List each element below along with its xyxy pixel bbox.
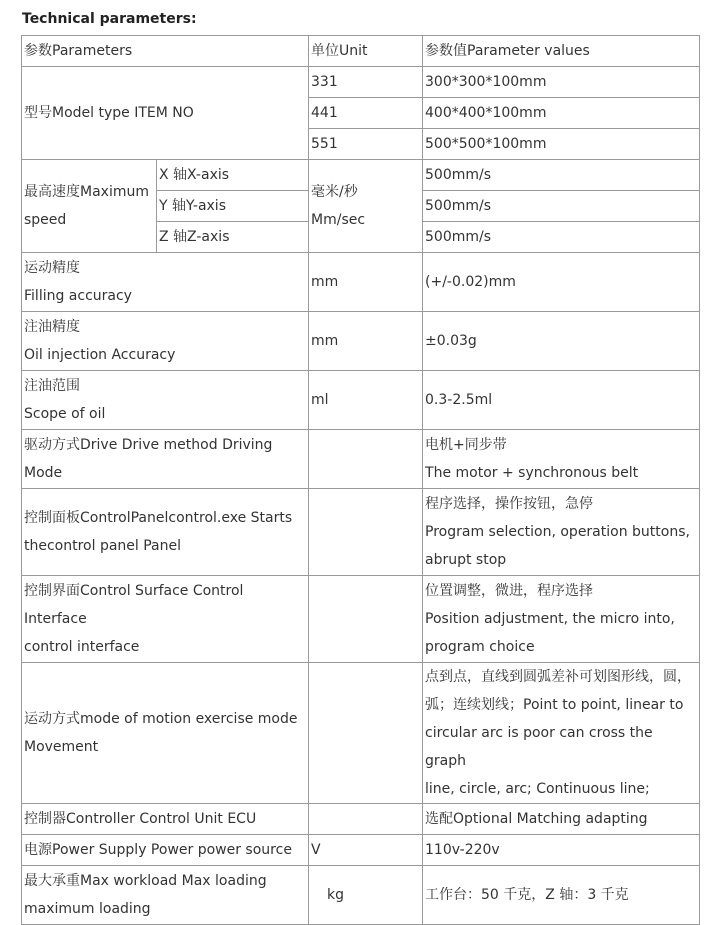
table-header-row <box>22 36 700 67</box>
table-row <box>22 160 700 191</box>
control-panel-label-line1: 控制面板ControlPanelcontrol.exe Starts <box>24 510 293 526</box>
controller-unit <box>309 804 423 835</box>
table-row <box>22 67 700 98</box>
oil-scope-unit: ml <box>309 371 423 430</box>
motion-value-line2: 弧；连续划线；Point to point, linear to <box>425 697 684 713</box>
power-unit: V <box>309 835 423 866</box>
control-panel-label <box>22 489 309 576</box>
accuracy-label-line1: 运动精度 <box>24 260 80 276</box>
control-panel-label-line2: thecontrol panel Panel <box>24 538 182 554</box>
header-parameters: 参数Parameters <box>22 36 309 67</box>
table-row <box>22 489 700 576</box>
control-panel-value-line2: Program selection, operation buttons, <box>425 524 690 540</box>
controller-value: 选配Optional Matching adapting <box>423 804 700 835</box>
power-value: 110v-220v <box>423 835 700 866</box>
drive-value-line1: 电机+同步带 <box>425 437 507 453</box>
controller-label: 控制器Controller Control Unit ECU <box>22 804 309 835</box>
model-unit-441: 441 <box>309 98 423 129</box>
table-row <box>22 804 700 835</box>
speed-label-line2: speed <box>24 212 67 228</box>
control-panel-value-line3: abrupt stop <box>425 552 507 568</box>
technical-parameters-table <box>21 35 700 925</box>
speed-label-line1: 最高速度Maximum <box>24 184 149 200</box>
drive-label: 驱动方式Drive Drive method Driving Mode <box>22 430 309 489</box>
control-panel-value <box>423 489 700 576</box>
control-interface-label-line2: control interface <box>24 639 140 655</box>
table-row <box>22 866 700 925</box>
control-interface-value-line1: 位置调整，微进，程序选择 <box>425 583 594 599</box>
oil-scope-value: 0.3-2.5ml <box>423 371 700 430</box>
control-interface-value-line2: Position adjustment, the micro into, <box>425 611 675 627</box>
drive-value <box>423 430 700 489</box>
model-value-551: 500*500*100mm <box>423 129 700 160</box>
accuracy-unit: mm <box>309 253 423 312</box>
speed-unit-line2: Mm/sec <box>311 212 366 228</box>
motion-label-line2: Movement <box>24 739 99 755</box>
model-value-331: 300*300*100mm <box>423 67 700 98</box>
drive-value-line2: The motor + synchronous belt <box>425 465 639 481</box>
speed-unit-line1: 毫米/秒 <box>311 184 358 200</box>
workload-value: 工作台：50 千克，Z 轴：3 千克 <box>423 866 700 925</box>
motion-value-line3: circular arc is poor can cross the graph <box>425 725 653 769</box>
motion-value-line4: line, circle, arc; Continuous line; <box>425 781 650 797</box>
axis-z-value: 500mm/s <box>423 222 700 253</box>
accuracy-label <box>22 253 309 312</box>
axis-x-value: 500mm/s <box>423 160 700 191</box>
accuracy-label-line2: Filling accuracy <box>24 288 132 304</box>
header-values: 参数值Parameter values <box>423 36 700 67</box>
oil-accuracy-label-line1: 注油精度 <box>24 319 80 335</box>
workload-unit: kg <box>309 866 423 925</box>
model-label: 型号Model type ITEM NO <box>22 67 309 160</box>
power-label: 电源Power Supply Power power source <box>22 835 309 866</box>
control-interface-value <box>423 576 700 663</box>
model-unit-551: 551 <box>309 129 423 160</box>
model-unit-331: 331 <box>309 67 423 98</box>
workload-label-line2: maximum loading <box>24 901 151 917</box>
table-row <box>22 663 700 804</box>
accuracy-value: (+/-0.02)mm <box>423 253 700 312</box>
section-title: Technical parameters: <box>22 11 197 27</box>
workload-label-line1: 最大承重Max workload Max loading <box>24 873 267 889</box>
oil-scope-label-line1: 注油范围 <box>24 378 80 394</box>
axis-z-label: Z 轴Z-axis <box>157 222 309 253</box>
drive-unit <box>309 430 423 489</box>
motion-label-line1: 运动方式mode of motion exercise mode <box>24 711 298 727</box>
control-interface-label <box>22 576 309 663</box>
control-interface-value-line3: program choice <box>425 639 535 655</box>
workload-label <box>22 866 309 925</box>
control-panel-value-line1: 程序选择，操作按钮，急停 <box>425 496 594 512</box>
table-row <box>22 371 700 430</box>
motion-value-line1: 点到点，直线到圆弧差补可划图形线，圆， <box>425 669 692 685</box>
header-unit: 单位Unit <box>309 36 423 67</box>
table-row <box>22 253 700 312</box>
table-row <box>22 576 700 663</box>
axis-x-label: X 轴X-axis <box>157 160 309 191</box>
table-row <box>22 835 700 866</box>
oil-accuracy-label-line2: Oil injection Accuracy <box>24 347 176 363</box>
model-value-441: 400*400*100mm <box>423 98 700 129</box>
oil-scope-label-line2: Scope of oil <box>24 406 106 422</box>
oil-scope-label <box>22 371 309 430</box>
motion-label <box>22 663 309 804</box>
control-interface-unit <box>309 576 423 663</box>
speed-unit <box>309 160 423 253</box>
table-row <box>22 430 700 489</box>
motion-unit <box>309 663 423 804</box>
motion-value <box>423 663 700 804</box>
axis-y-value: 500mm/s <box>423 191 700 222</box>
oil-accuracy-label <box>22 312 309 371</box>
control-panel-unit <box>309 489 423 576</box>
axis-y-label: Y 轴Y-axis <box>157 191 309 222</box>
oil-accuracy-unit: mm <box>309 312 423 371</box>
table-row <box>22 312 700 371</box>
oil-accuracy-value: ±0.03g <box>423 312 700 371</box>
speed-label <box>22 160 157 253</box>
control-interface-label-line1: 控制界面Control Surface Control Interface <box>24 583 244 627</box>
